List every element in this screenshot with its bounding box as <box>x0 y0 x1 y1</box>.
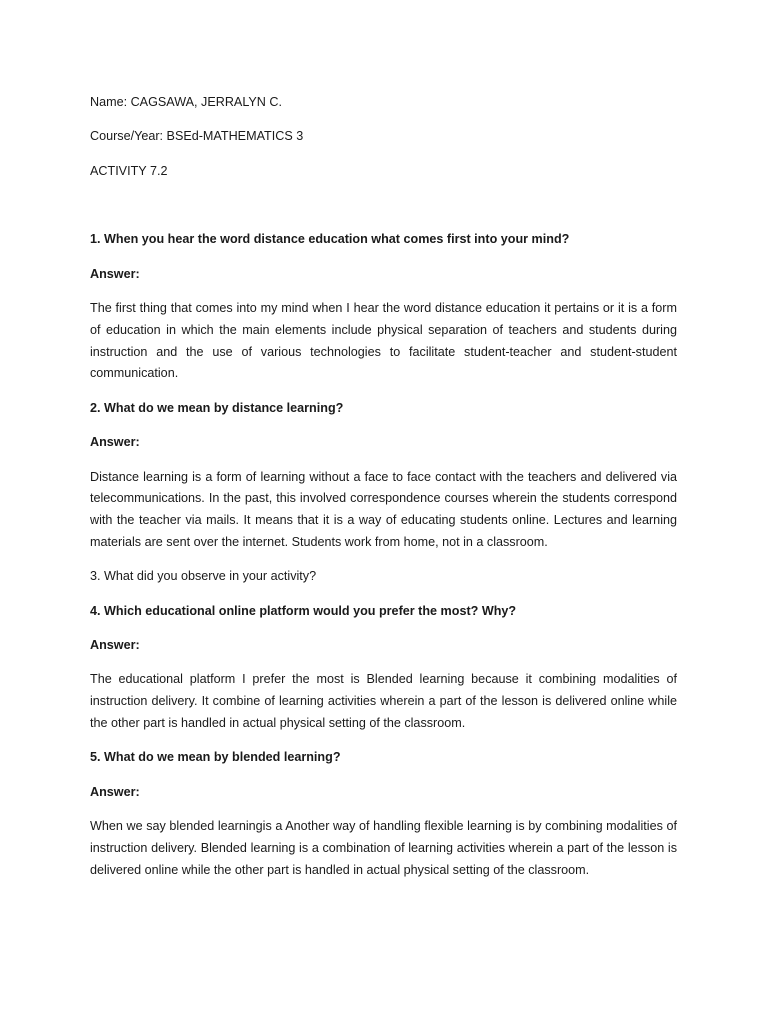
answer-5: When we say blended learningis a Another way of handling flexible learning is by combining modalities of instruction delivery. Blended learning is a combination of learning activities wherein a part of the lesson is delivered online while the other part is handled in actual physical setting of the classroom. <box>90 819 677 877</box>
answer-2: Distance learning is a form of learning without a face to face contact with the teachers and delivered via telecommunications. In the past, this involved correspondence courses wherein the students correspond with the teacher via mails. It means that it is a way of educating students online. Lectures and learning materials are sent over the internet. Students work from home, not in a classroom. <box>90 469 677 549</box>
answer-label-2: Answer: <box>90 435 140 450</box>
answer-label-5: Answer: <box>90 784 140 799</box>
question-3: 3. What did you observe in your activity? <box>90 569 317 584</box>
question-4: 4. Which educational online platform would you prefer the most? Why? <box>90 603 517 618</box>
question-2: 2. What do we mean by distance learning? <box>90 400 344 415</box>
document-body <box>90 92 677 894</box>
activity-title: ACTIVITY 7.2 <box>90 163 168 178</box>
answer-label-4: Answer: <box>90 638 140 653</box>
answer-1: The first thing that comes into my mind when I hear the word distance education it pertains or it is a form of education in which the main elements include physical separation of teachers and students during instruction and the use of various technologies to facilitate student-teacher and student-student communication. <box>90 300 677 381</box>
header-spacer <box>90 195 677 229</box>
course-year: Course/Year: BSEd-MATHEMATICS 3 <box>90 129 304 144</box>
answer-label-1: Answer: <box>90 266 140 281</box>
question-5: 5. What do we mean by blended learning? <box>90 750 341 765</box>
question-1: 1. When you hear the word distance education what comes first into your mind? <box>90 232 570 247</box>
student-name: Name: CAGSAWA, JERRALYN C. <box>90 95 282 109</box>
answer-4: The educational platform I prefer the most is Blended learning because it combining modalities of instruction delivery. It combine of learning activities wherein a part of the lesson is delivered online while the other part is handled in actual physical setting of the classroom. <box>90 672 677 731</box>
